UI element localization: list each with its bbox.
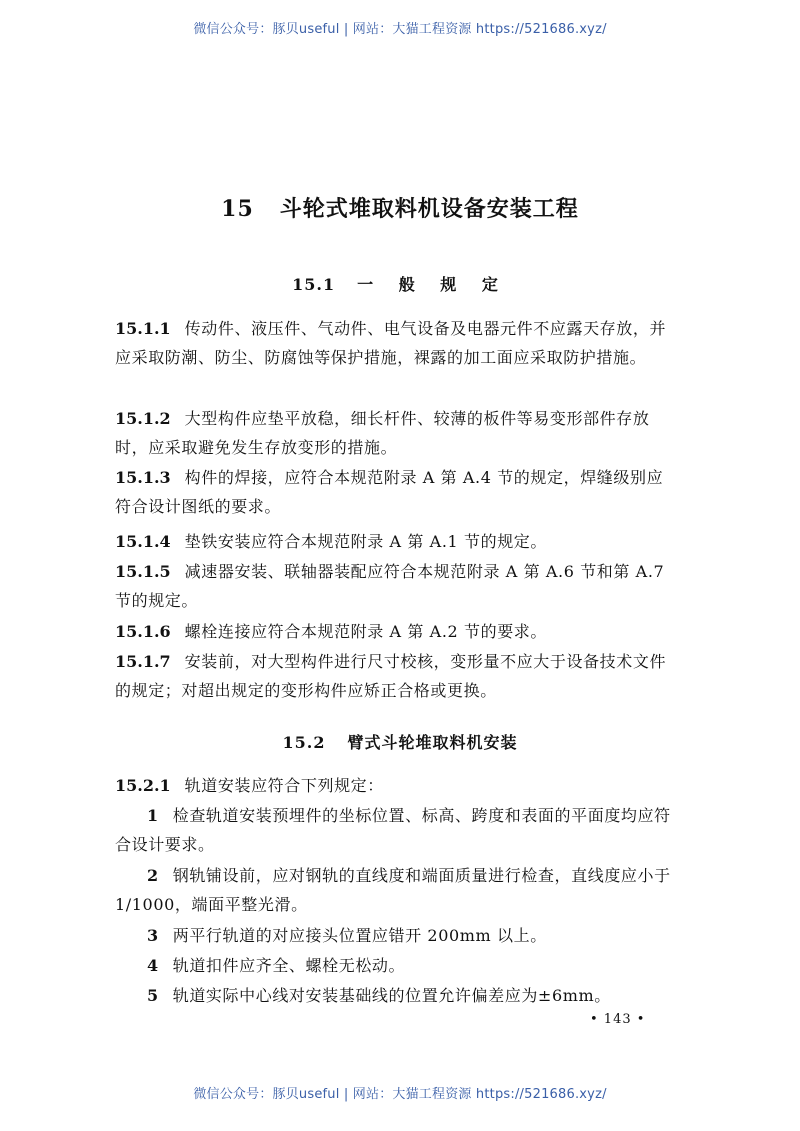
clause-number: 15.1.2 bbox=[115, 409, 171, 428]
clause-text: 减速器安装、联轴器装配应符合本规范附录 A 第 A.6 节和第 A.7 节的规定。 bbox=[115, 562, 665, 610]
chapter-number: 15 bbox=[221, 196, 254, 222]
clause-number: 15.1.1 bbox=[115, 319, 171, 338]
clause-number: 15.1.6 bbox=[115, 622, 171, 641]
item-number: 2 bbox=[147, 866, 159, 885]
section-number: 15.2 bbox=[282, 733, 326, 752]
item-text: 检查轨道安装预埋件的坐标位置、标高、跨度和表面的平面度均应符合设计要求。 bbox=[115, 806, 671, 854]
section-title-text: 一 般 规 定 bbox=[357, 275, 508, 294]
item-text: 轨道扣件应齐全、螺栓无松动。 bbox=[172, 956, 406, 975]
clause-text: 传动件、液压件、气动件、电气设备及电器元件不应露天存放，并应采取防潮、防尘、防腐蚀等保护措施，裸露的加工面应采取防护措施。 bbox=[115, 319, 667, 367]
list-item bbox=[115, 861, 675, 919]
item-text: 两平行轨道的对应接头位置应错开 200mm 以上。 bbox=[172, 926, 547, 945]
item-text: 轨道实际中心线对安装基础线的位置允许偏差应为±6mm。 bbox=[172, 986, 611, 1005]
clause-number: 15.1.7 bbox=[115, 652, 171, 671]
section-title-15-1 bbox=[0, 272, 800, 295]
clause-number: 15.1.5 bbox=[115, 562, 171, 581]
section-number: 15.1 bbox=[292, 275, 336, 294]
clause-15-1-3 bbox=[115, 463, 675, 521]
clause-15-1-6 bbox=[115, 617, 675, 646]
item-number: 1 bbox=[147, 806, 159, 825]
clause-number: 15.1.3 bbox=[115, 468, 171, 487]
list-item bbox=[115, 921, 675, 950]
page-number: • 143 • bbox=[590, 1012, 646, 1027]
clause-text: 垫铁安装应符合本规范附录 A 第 A.1 节的规定。 bbox=[184, 532, 547, 551]
item-number: 3 bbox=[147, 926, 159, 945]
clause-15-1-1 bbox=[115, 314, 675, 372]
clause-text: 轨道安装应符合下列规定： bbox=[184, 776, 384, 795]
clause-15-1-7 bbox=[115, 647, 675, 705]
clause-text: 螺栓连接应符合本规范附录 A 第 A.2 节的要求。 bbox=[184, 622, 547, 641]
chapter-title bbox=[0, 192, 800, 223]
list-item bbox=[115, 951, 675, 980]
item-number: 4 bbox=[147, 956, 159, 975]
clause-text: 安装前，对大型构件进行尺寸校核，变形量不应大于设备技术文件的规定；对超出规定的变形构件应矫正合格或更换。 bbox=[115, 652, 667, 700]
clause-15-1-2 bbox=[115, 404, 675, 462]
watermark-top: 微信公众号：豚贝useful | 网站：大猫工程资源 https://521686.xyz/ bbox=[193, 22, 607, 37]
clause-text: 构件的焊接，应符合本规范附录 A 第 A.4 节的规定，焊缝级别应符合设计图纸的要求。 bbox=[115, 468, 664, 516]
list-item bbox=[115, 801, 675, 859]
clause-number: 15.1.4 bbox=[115, 532, 171, 551]
watermark-bottom: 微信公众号：豚贝useful | 网站：大猫工程资源 https://521686.xyz/ bbox=[193, 1087, 607, 1102]
clause-15-1-5 bbox=[115, 557, 675, 615]
section-title-15-2 bbox=[0, 730, 800, 753]
clause-number: 15.2.1 bbox=[115, 776, 171, 795]
item-text: 钢轨铺设前，应对钢轨的直线度和端面质量进行检查，直线度应小于 1/1000，端面平整光滑。 bbox=[115, 866, 671, 914]
item-number: 5 bbox=[147, 986, 159, 1005]
section-title-text: 臂式斗轮堆取料机安装 bbox=[347, 733, 518, 752]
list-item bbox=[115, 981, 675, 1010]
clause-text: 大型构件应垫平放稳，细长杆件、较薄的板件等易变形部件存放时，应采取避免发生存放变形的措施。 bbox=[115, 409, 650, 457]
clause-15-1-4 bbox=[115, 527, 675, 556]
chapter-title-text: 斗轮式堆取料机设备安装工程 bbox=[279, 196, 579, 222]
clause-15-2-1 bbox=[115, 771, 675, 800]
